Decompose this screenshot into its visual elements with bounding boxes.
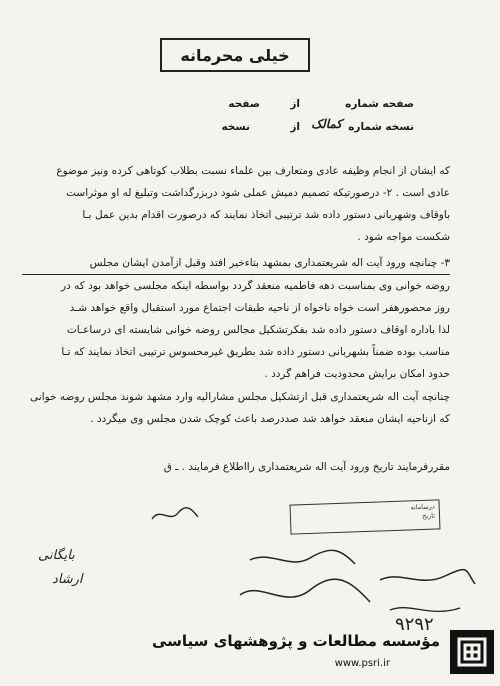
text-line: که ایشان از انجام وظیفه عادی ومتعارف بین علماء نسبت بطلاب کوتاهی کرده ونیز موضوع [56, 165, 450, 177]
text-line: مناسب بوده ضمناً بشهربانی دستور داده شد بطریق غیرمحسوس ترتیبی اتخاذ نمایند که تـا [61, 346, 450, 358]
classification-text: خیلی محرمانه [180, 45, 290, 65]
signature-scribble-mid [150, 505, 200, 525]
copy-unit-label: نسخه [221, 121, 250, 133]
copy-number-handwriting: کمالک [311, 117, 342, 131]
text-line: شکست مواجه شود . [357, 231, 450, 243]
text-line: ۳- چنانچه ورود آیت اله شریعتمداری بمشهد بتاءخیر افتد وقبل ازآمدن ایشان مجلس [22, 252, 450, 275]
text-line: باوقاف وشهربانی دستور داده شد ترتیبی اتخاذ نمایند که درصورت اقدام بدین عمل بـا [82, 209, 450, 221]
registry-stamp-line: تاریخ [421, 511, 436, 521]
page-unit-label: صفحه [228, 98, 260, 110]
institute-name: مؤسسه مطالعات و پژوهشهای سیاسی [151, 632, 440, 650]
handwritten-signatures [230, 540, 480, 630]
registry-stamp-line: درسامانه [410, 502, 435, 512]
paragraph-1 [22, 160, 450, 248]
closing-line [22, 456, 450, 478]
institute-url: www.psri.ir [334, 658, 390, 669]
paragraph-3 [22, 386, 450, 430]
page-of-label: از [290, 98, 300, 110]
text-line: روضه خوانی وی بمناسبت دهه فاطمیه منعقد گردد بواسطه اینکه مجلسی خواهد بود که در [61, 280, 450, 292]
text-line: روز محصورهفر است خواه ناخواه از ناحیه طبقات اجتماع مورد استقبال واقع خواهد شـد [69, 302, 450, 314]
handwritten-note-left-2: ارشاد [52, 572, 83, 587]
copy-number-label: نسخه شماره [348, 121, 414, 133]
reference-number: ۹۲۹۲ [395, 614, 434, 635]
copy-of-label: از [290, 121, 300, 133]
watermark-footer [0, 624, 500, 686]
paragraph-2 [22, 252, 450, 385]
page-meta [0, 0, 500, 140]
text-line: که ازناحیه ایشان منعقد خواهد شد صددرصد باعث کوچک شدن مجلس وی میگردد . [90, 413, 450, 425]
registry-stamp [290, 499, 441, 534]
handwritten-note-left-1: بایگانی [38, 548, 75, 563]
institute-logo-icon [450, 630, 494, 674]
text-line: چنانچه آیت اله شریعتمداری قبل ازتشکیل مجلس مشارالیه وارد مشهد شوند مجلس روضه خوانی [30, 391, 450, 403]
page-number-label: صفحه شماره [345, 98, 414, 110]
text-line: حدود امکان برایش محدودیت فراهم گردد . [264, 368, 450, 380]
text-line: عادی است . ۲- درصورتیکه تصمیم دمیش عملی شود دربزرگداشت وتبلیغ له او موثراست [66, 187, 450, 199]
text-line: لذا باداره اوقاف دستور داده شد بفکرتشکیل مجالس روضه خوانی شایسته ای درساعـات [66, 324, 450, 336]
text-line: مقررفرمایند تاریخ ورود آیت اله شریعتمداری رااطلاع فرمایند . ـ ق [163, 461, 450, 473]
